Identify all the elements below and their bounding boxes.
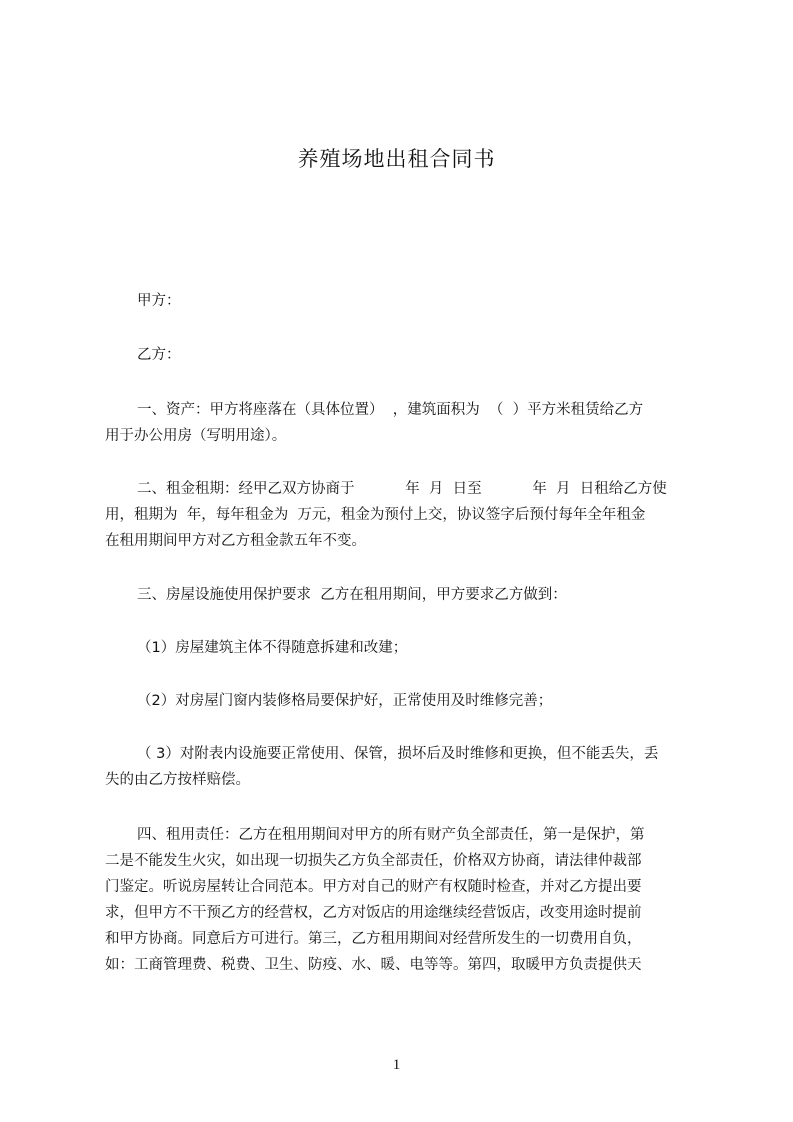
clause3-item3-line1: （ 3）对附表内设施要正常使用、保管，损坏后及时维修和更换，但不能丢失，丢 (137, 746, 659, 762)
clause4-line3: 门鉴定。听说房屋转让合同范本。甲方对自己的财产有权随时检查，并对乙方提出要 (105, 879, 642, 895)
clause2-line1: 二、租金租期：经甲乙双方协商于 年 月 日至 年 月 日租给乙方使 (137, 481, 667, 497)
party-a-label: 甲方： (137, 293, 181, 309)
party-b-label: 乙方： (137, 347, 181, 363)
clause1-line1: 一、资产：甲方将座落在（具体位置） ，建筑面积为 （ ）平方米租赁给乙方 (137, 402, 644, 418)
clause4-line1: 四、租用责任：乙方在租用期间对甲方的所有财产负全部责任，第一是保护，第 (137, 827, 645, 843)
clause3-item1: （1）房屋建筑主体不得随意拆建和改建； (137, 640, 408, 656)
document-title: 养殖场地出租合同书 (297, 147, 496, 171)
clause3-heading: 三、房屋设施使用保护要求 乙方在租用期间，甲方要求乙方做到： (137, 587, 567, 603)
page-number: 1 (392, 1057, 401, 1073)
clause4-line2: 二是不能发生火灾，如出现一切损失乙方负全部责任，价格双方协商，请法律仲裁部 (105, 853, 642, 869)
clause3-item2: （2）对房屋门窗内装修格局要保护好，正常使用及时维修完善； (137, 693, 553, 709)
clause4-line5: 和甲方协商。同意后方可进行。第三，乙方租用期间对经营所发生的一切费用自负， (105, 931, 642, 947)
clause2-line2: 用，租期为 年，每年租金为 万元，租金为预付上交，协议签字后预付每年全年租金 (105, 507, 646, 523)
clause4-line4: 求，但甲方不干预乙方的经营权，乙方对饭店的用途继续经营饭店，改变用途时提前 (105, 905, 642, 921)
clause3-item3-line2: 失的由乙方按样赔偿。 (105, 772, 250, 788)
clause4-line6: 如：工商管理费、税费、卫生、防疫、水、暖、电等等。第四，取暖甲方负责提供天 (105, 957, 642, 973)
clause2-line3: 在租用期间甲方对乙方租金款五年不变。 (105, 533, 366, 549)
clause1-line2: 用于办公用房（写明用途）。 (105, 428, 287, 444)
